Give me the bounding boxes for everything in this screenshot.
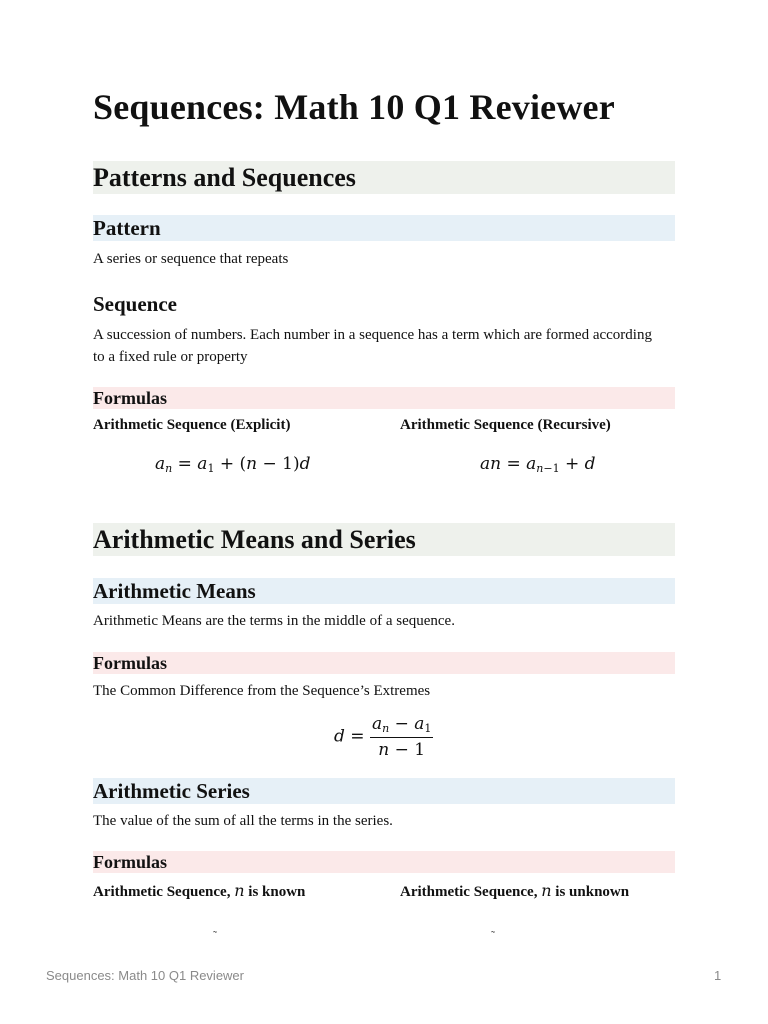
recursive-formula-label: Arithmetic Sequence (Recursive) <box>400 417 611 433</box>
formulas-heading-means: Formulas <box>93 652 675 674</box>
common-difference-caption: The Common Difference from the Sequence’s Extremes <box>93 683 431 699</box>
subheading-arithmetic-series: Arithmetic Series <box>93 778 675 804</box>
explicit-formula: $a_n = a_1 + (n - 1)d$ <box>155 454 311 475</box>
cut-off-formula-known: ˜ <box>213 928 217 942</box>
fraction: $\frac{a_n - a_1}{n - 1}$ <box>371 714 432 760</box>
n-unknown-label: Arithmetic Sequence, n is unknown <box>400 881 630 900</box>
footer-page-number: 1 <box>714 968 722 983</box>
sequence-definition-line-1: A succession of numbers. Each number in a sequence has a term which are formed according <box>93 327 652 343</box>
pattern-definition: A series or sequence that repeats <box>93 251 289 267</box>
arithmetic-series-definition: The value of the sum of all the terms in the series. <box>93 813 393 829</box>
cut-off-formula-unknown: ˜ <box>491 928 495 942</box>
explicit-formula-label: Arithmetic Sequence (Explicit) <box>93 417 291 433</box>
page-title: Sequences: Math 10 Q1 Reviewer <box>93 87 615 127</box>
subheading-arithmetic-means: Arithmetic Means <box>93 578 675 604</box>
subheading-sequence: Sequence <box>93 292 177 316</box>
formulas-heading-series: Formulas <box>93 851 675 873</box>
sequence-definition-line-2: to a fixed rule or property <box>93 349 248 365</box>
section-heading-patterns: Patterns and Sequences <box>93 161 675 194</box>
arithmetic-means-definition: Arithmetic Means are the terms in the middle of a sequence. <box>93 613 455 629</box>
subheading-pattern: Pattern <box>93 215 675 241</box>
section-heading-means-series: Arithmetic Means and Series <box>93 523 675 556</box>
footer-title: Sequences: Math 10 Q1 Reviewer <box>46 968 244 983</box>
n-known-label: Arithmetic Sequence, n is known <box>93 881 306 900</box>
common-difference-formula: d = $\frac{a_n - a_1}{n - 1}$ <box>334 714 432 760</box>
recursive-formula: an = $a_{n-1} + d$ <box>480 454 596 475</box>
formulas-heading-sequences: Formulas <box>93 387 675 409</box>
